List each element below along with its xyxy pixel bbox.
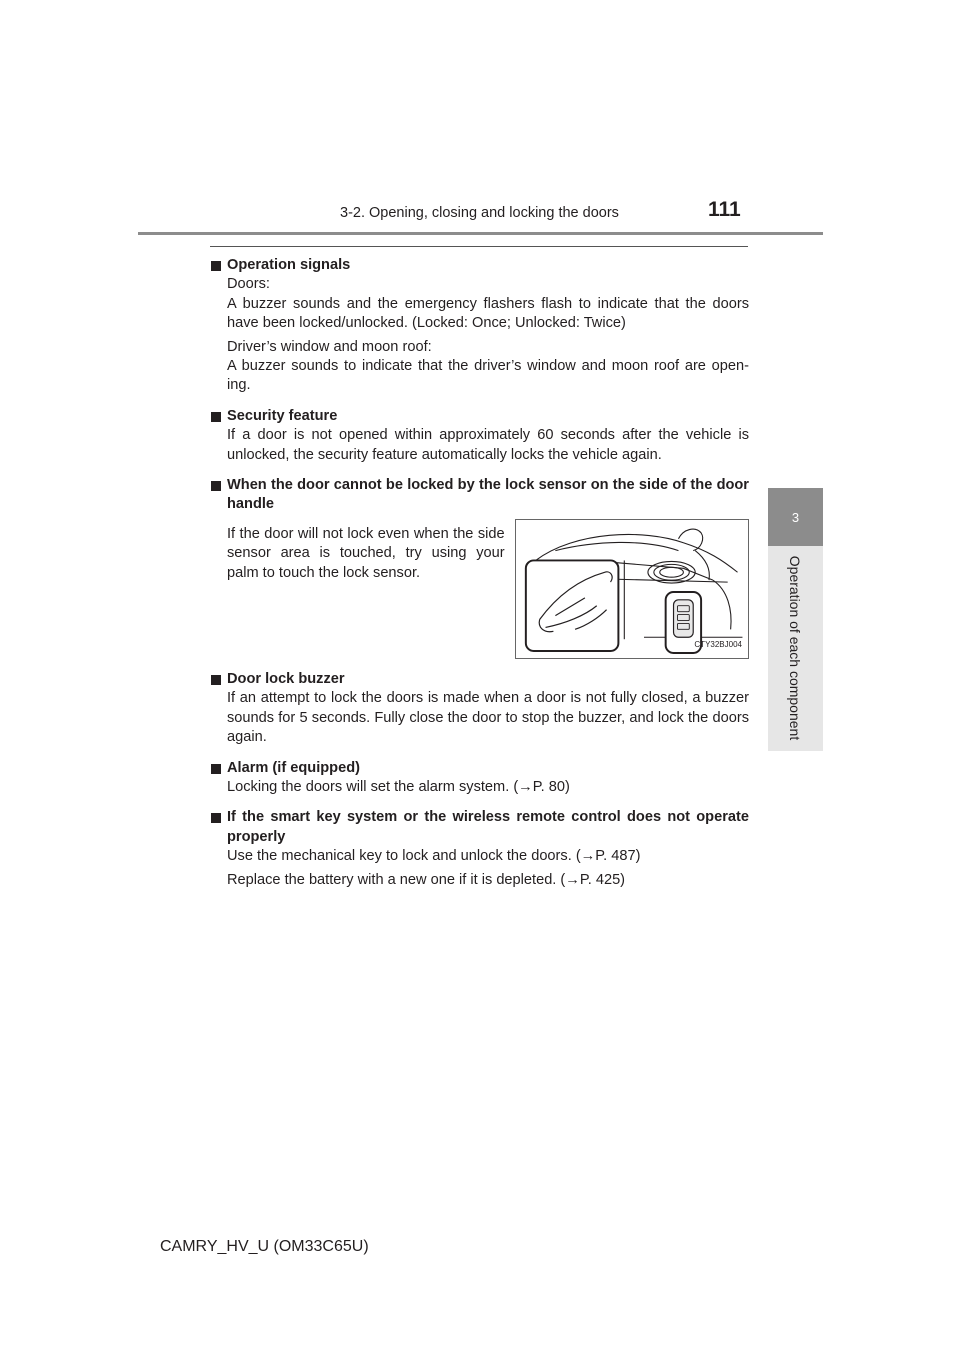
section-heading: Alarm (if equipped) <box>211 759 749 778</box>
square-bullet-icon <box>211 481 221 491</box>
square-bullet-icon <box>211 412 221 422</box>
section-smart-key-malfunction <box>211 808 749 890</box>
lock-sensor-illustration <box>515 519 749 659</box>
section-heading: Security feature <box>211 407 749 426</box>
section-door-lock-buzzer <box>211 670 749 748</box>
content-top-rule <box>210 246 748 247</box>
paragraph: Driver’s window and moon roof: A buzzer sounds to indicate that the driver’s window and moon roof are open-ing. <box>227 338 749 394</box>
footer-model-code: CAMRY_HV_U (OM33C65U) <box>160 1238 369 1255</box>
paragraph: If a door is not opened within approximately 60 seconds after the vehicle is unlocked, the security feature automatically locks the vehicle again. <box>227 427 749 463</box>
section-heading: When the door cannot be locked by the lock sensor on the side of the door handle <box>211 476 749 515</box>
figure-code: CTY32BJ004 <box>694 640 742 650</box>
figure-caption-text: If the door will not lock even when the side sensor area is touched, try using your palm to touch the lock sensor. <box>227 525 505 581</box>
running-header-section-title: 3-2. Opening, closing and locking the doors <box>340 205 619 221</box>
section-alarm <box>211 759 749 798</box>
chapter-number: 3 <box>791 509 800 525</box>
section-heading: Operation signals <box>211 256 749 275</box>
figure-row <box>227 519 749 659</box>
paragraph: If an attempt to lock the doors is made when a door is not fully closed, a buzzer sounds for 5 seconds. Fully close the door to stop the buzzer, and lock the doors again. <box>227 690 749 746</box>
paragraph: Use the mechanical key to lock and unlock the doors. (→P. 487) <box>227 848 641 865</box>
page-number: 111 <box>708 198 741 221</box>
header-rule <box>138 232 823 235</box>
chapter-tab-number <box>768 488 823 546</box>
section-operation-signals <box>211 256 749 396</box>
paragraph: Doors: A buzzer sounds and the emergency flashers flash to indicate that the doors have been locked/unlocked. (Locked: Once; Unlocked: Twice) <box>227 276 749 332</box>
square-bullet-icon <box>211 261 221 271</box>
square-bullet-icon <box>211 764 221 774</box>
section-lock-sensor <box>211 476 749 659</box>
section-heading: If the smart key system or the wireless remote control does not operate properly <box>211 808 749 847</box>
square-bullet-icon <box>211 675 221 685</box>
section-heading: Door lock buzzer <box>211 670 749 689</box>
paragraph: Replace the battery with a new one if it is depleted. (→P. 425) <box>227 871 626 888</box>
square-bullet-icon <box>211 813 221 823</box>
paragraph: Locking the doors will set the alarm system. (→P. 80) <box>227 778 570 795</box>
page-content <box>211 256 749 901</box>
section-security-feature <box>211 407 749 465</box>
chapter-tab-title: Operation of each component <box>787 555 803 741</box>
